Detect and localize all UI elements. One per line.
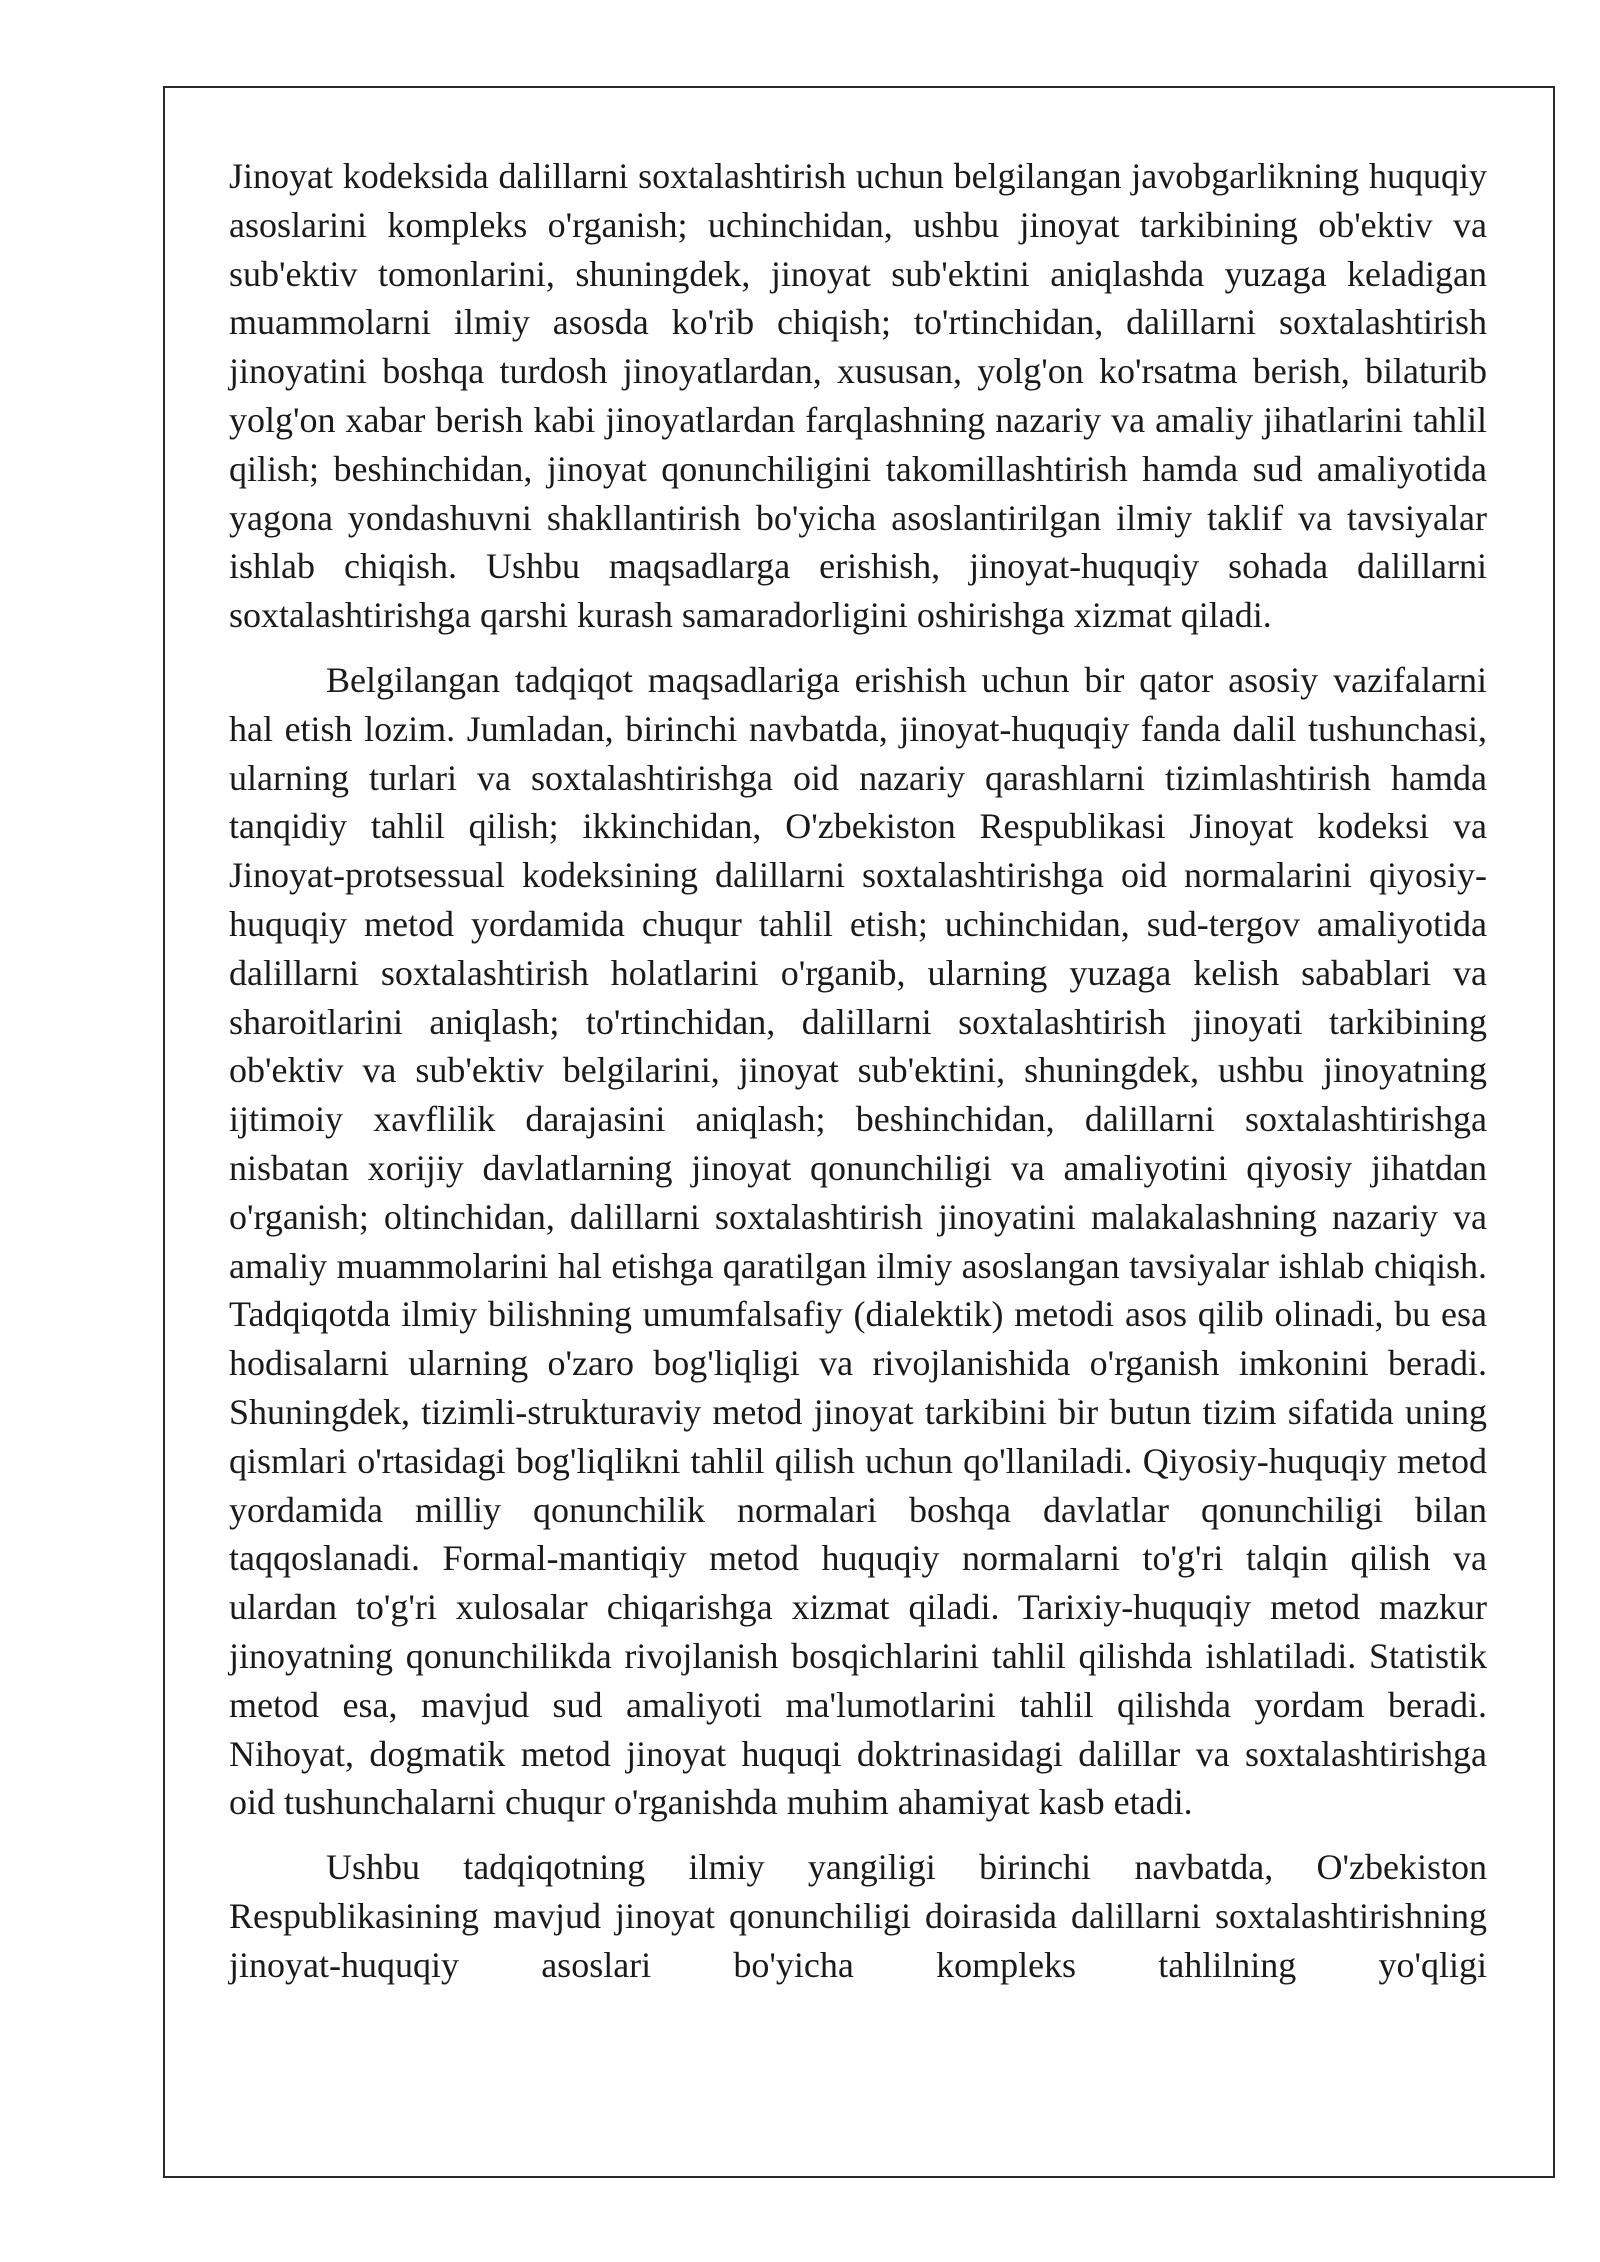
paragraph-continuation: Jinoyat kodeksida dalillarni soxtalashtirish uchun belgilangan javobgarlikning huquqiy asoslarini kompleks o'rganish; uchinchidan, ushbu jinoyat tarkibining ob'ektiv va sub'ektiv tomonlarini, shuningdek, jinoyat sub'ektini aniqlashda yuzaga keladigan muammolarni ilmiy asosda ko'rib chiqish; to'rtinchidan, dalillarni soxtalashtirish jinoyatini boshqa turdosh jinoyatlardan, xususan, yolg'on ko'rsatma berish, bilaturib yolg'on xabar berish kabi jinoyatlardan farqlashning nazariy va amaliy jihatlarini tahlil qilish; beshinchidan, jinoyat qonunchiligini takomillashtirish hamda sud amaliyotida yagona yondashuvni shakllantirish bo'yicha asoslantirilgan ilmiy taklif va tavsiyalar ishlab chiqish. Ushbu maqsadlarga erishish, jinoyat-huquqiy sohada dalillarni soxtalashtirishga qarshi kurash samaradorligini oshirishga xizmat qiladi.	[229, 156, 1487, 636]
paragraph-scientific-novelty: Ushbu tadqiqotning ilmiy yangiligi birinchi navbatda, O'zbekiston Respublikasining mavjud jinoyat qonunchiligi doirasida dalillarni soxtalashtirishning jinoyat-huquqiy asoslari bo'yicha kompleks tahlilning yo'qligi	[229, 1847, 1487, 1985]
document-body	[229, 152, 1487, 2005]
paragraph-tasks-and-methods: Belgilangan tadqiqot maqsadlariga erishish uchun bir qator asosiy vazifalarni hal etish lozim. Jumladan, birinchi navbatda, jinoyat-huquqiy fanda dalil tushunchasi, ularning turlari va soxtalashtirishga oid nazariy qarashlarni tizimlashtirish hamda tanqidiy tahlil qilish; ikkinchidan, O'zbekiston Respublikasi Jinoyat kodeksi va Jinoyat-protsessual kodeksining dalillarni soxtalashtirishga oid normalarini qiyosiy-huquqiy metod yordamida chuqur tahlil etish; uchinchidan, sud-tergov amaliyotida dalillarni soxtalashtirish holatlarini o'rganib, ularning yuzaga kelish sabablari va sharoitlarini aniqlash; to'rtinchidan, dalillarni soxtalashtirish jinoyati tarkibining ob'ektiv va sub'ektiv belgilarini, jinoyat sub'ektini, shuningdek, ushbu jinoyatning ijtimoiy xavflilik darajasini aniqlash; beshinchidan, dalillarni soxtalashtirishga nisbatan xorijiy davlatlarning jinoyat qonunchiligi va amaliyotini qiyosiy jihatdan o'rganish; oltinchidan, dalillarni soxtalashtirish jinoyatini malakalashning nazariy va amaliy muammolarini hal etishga qaratilgan ilmiy asoslangan tavsiyalar ishlab chiqish. Tadqiqotda ilmiy bilishning umumfalsafiy (dialektik) metodi asos qilib olinadi, bu esa hodisalarni ularning o'zaro bog'liqligi va rivojlanishida o'rganish imkonini beradi. Shuningdek, tizimli-strukturaviy metod jinoyat tarkibini bir butun tizim sifatida uning qismlari o'rtasidagi bog'liqlikni tahlil qilish uchun qo'llaniladi. Qiyosiy-huquqiy metod yordamida milliy qonunchilik normalari boshqa davlatlar qonunchiligi bilan taqqoslanadi. Formal-mantiqiy metod huquqiy normalarni to'g'ri talqin qilish va ulardan to'g'ri xulosalar chiqarishga xizmat qiladi. Tarixiy-huquqiy metod mazkur jinoyatning qonunchilikda rivojlanish bosqichlarini tahlil qilishda ishlatiladi. Statistik metod esa, mavjud sud amaliyoti ma'lumotlarini tahlil qilishda yordam beradi. Nihoyat, dogmatik metod jinoyat huquqi doktrinasidagi dalillar va soxtalashtirishga oid tushunchalarni chuqur o'rganishda muhim ahamiyat kasb etadi.	[229, 659, 1487, 1823]
